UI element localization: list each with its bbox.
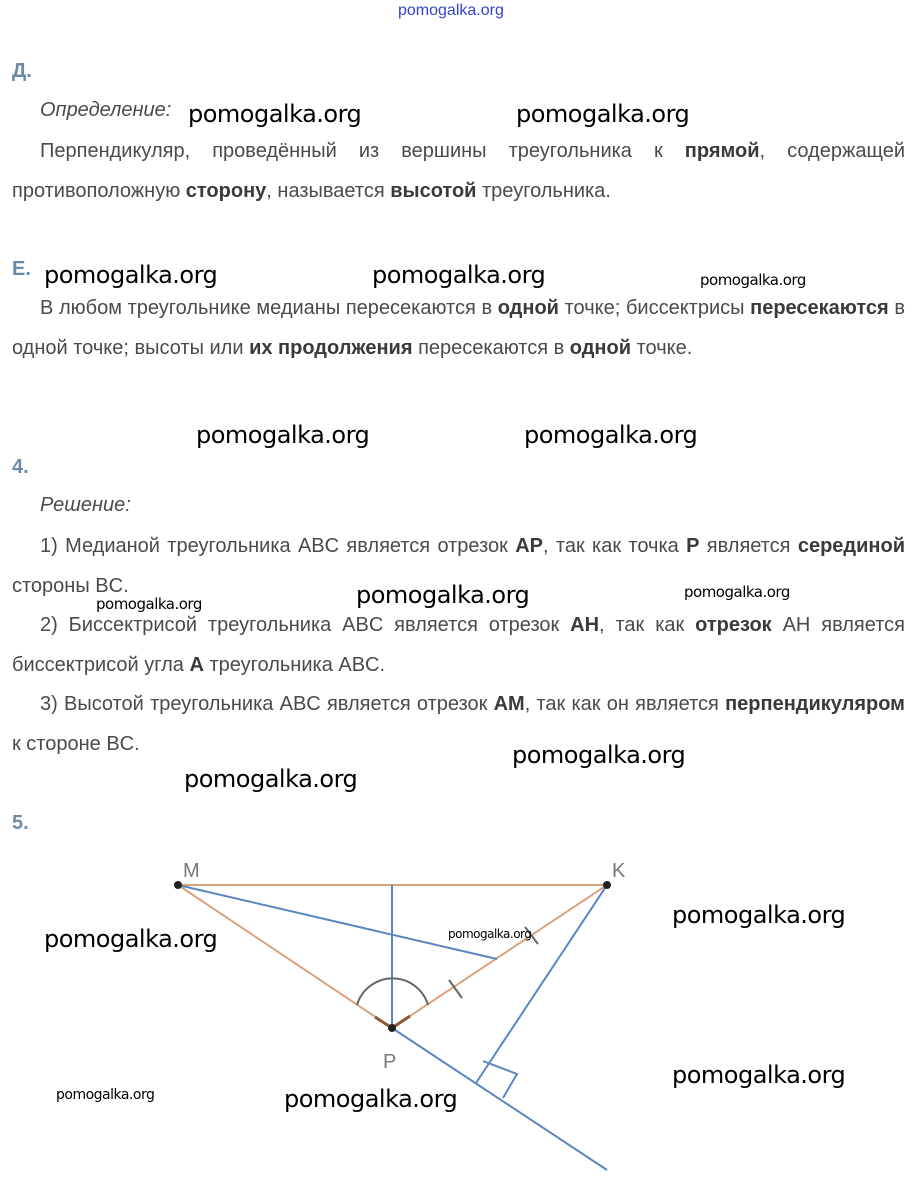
header-watermark[interactable]: pomogalka.org [398,2,504,19]
label-p: P [383,1051,397,1073]
section-5-label: 5. [12,812,29,834]
solution-step-1: 1) Медианой треугольника ABC является отрезок AP, так как точка P является серединой стороны BC. [12,535,905,597]
watermark: pomogalka.org [56,1087,155,1103]
point-p [388,1024,396,1032]
solution-step-3: 3) Высотой треугольника ABC является отрезок AM, так как он является перпендикуляром к стороне BC. [12,693,905,755]
label-m: M [183,860,200,882]
watermark: pomogalka.org [96,595,202,613]
watermark: pomogalka.org [44,261,218,289]
solution-label: Решение: [40,494,131,516]
altitude-line [476,885,607,1083]
watermark: pomogalka.org [188,100,362,128]
watermark: pomogalka.org [524,421,698,449]
point-k [603,881,611,889]
watermark: pomogalka.org [516,100,690,128]
watermark: pomogalka.org [448,927,532,941]
watermark: pomogalka.org [284,1085,458,1113]
median-line [178,885,497,959]
side-pk [392,885,607,1028]
section-4-label: 4. [12,456,29,478]
watermark: pomogalka.org [512,741,686,769]
section-d-label: Д. [12,60,32,82]
solution-step-2: 2) Биссектрисой треугольника ABC является отрезок AH, так как отрезок AH является биссектрисой угла A треугольника ABC. [12,614,905,676]
watermark: pomogalka.org [372,261,546,289]
label-k: K [612,860,626,882]
watermark: pomogalka.org [196,421,370,449]
watermark: pomogalka.org [700,271,806,289]
section-e-text: В любом треугольнике медианы пересекаются в одной точке; биссектрисы пересекаются в одной точке; высоты или их продолжения пересекаются в одной точке. [12,297,905,359]
watermark: pomogalka.org [356,581,530,609]
definition-text: Перпендикуляр, проведённый из вершины треугольника к прямой, содержащей противоположную сторону, называется высотой треугольника. [12,140,905,202]
definition-label: Определение: [40,99,172,121]
point-m [174,881,182,889]
watermark: pomogalka.org [184,765,358,793]
watermark: pomogalka.org [672,901,846,929]
watermark: pomogalka.org [672,1061,846,1089]
section-e-label: Е. [12,258,31,280]
side-mp [178,885,392,1028]
watermark: pomogalka.org [684,583,790,601]
watermark: pomogalka.org [44,925,218,953]
